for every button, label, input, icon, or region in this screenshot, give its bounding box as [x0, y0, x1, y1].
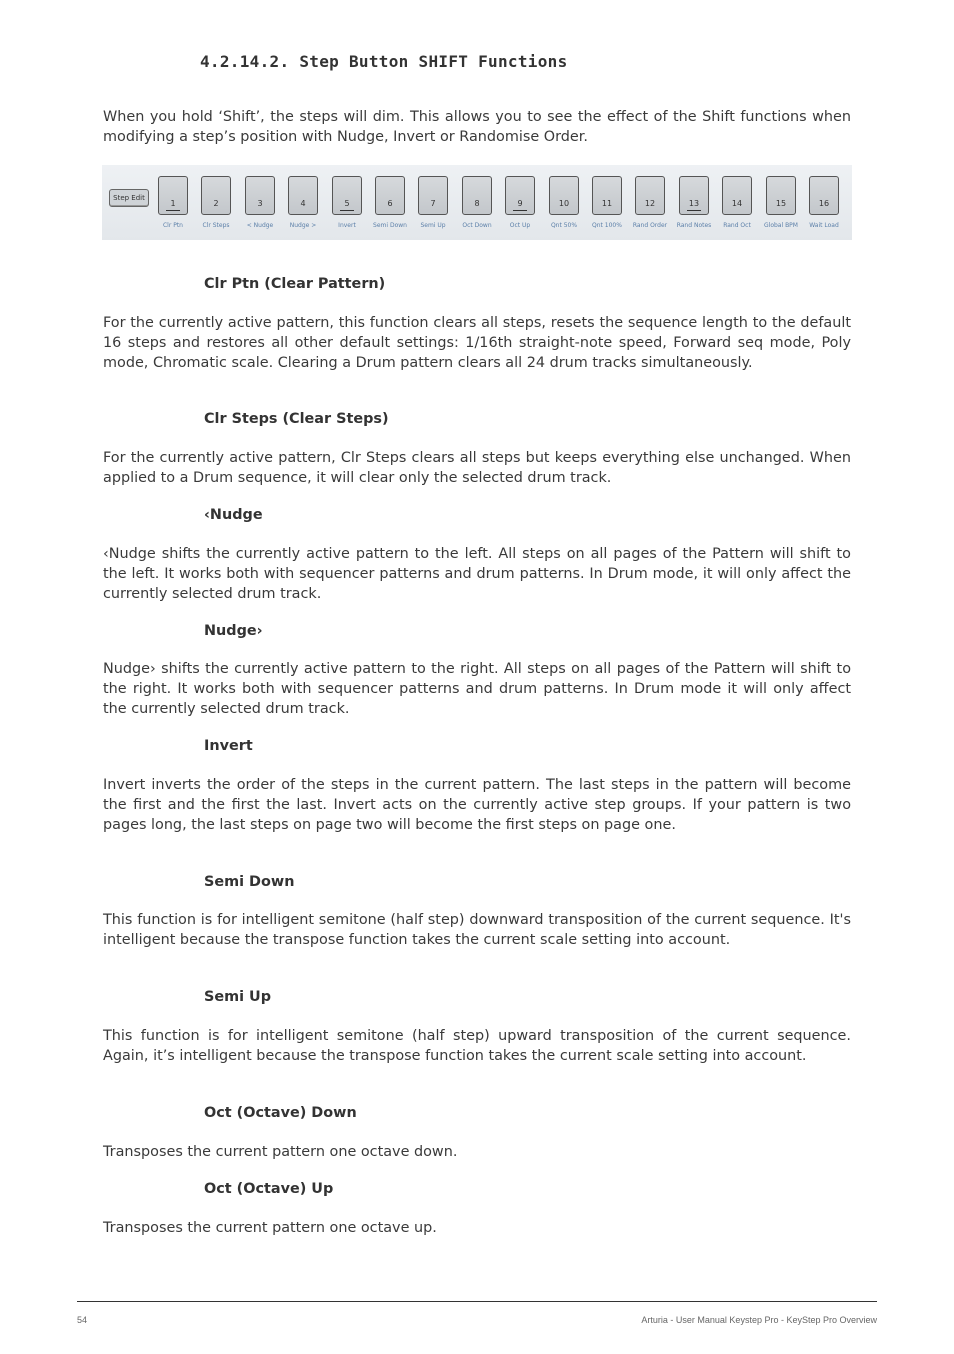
footer-text: Arturia - User Manual Keystep Pro - KeyStep Pro Overview [641, 1315, 877, 1325]
semi-down-title: Semi Down [204, 874, 295, 890]
step-button-14 [722, 176, 752, 215]
step-button-6 [375, 176, 405, 215]
step-button-panel-image [102, 165, 852, 240]
step-group-marker [513, 210, 527, 211]
step-number: 13 [688, 199, 700, 208]
nudge-right-body: Nudge› shifts the currently active pattern to the right. All steps on all pages of the Pattern will shift to the right. It works both with sequencer patterns and drum patterns. In Drum mode it will only affect the currently selected drum track. [103, 661, 851, 717]
clr-steps-title: Clr Steps (Clear Steps) [204, 411, 389, 427]
step-number: 6 [387, 199, 393, 208]
section-heading: 4.2.14.2. Step Button SHIFT Functions [200, 52, 568, 71]
step-shift-label: Clr Steps [202, 222, 230, 229]
nudge-left-body: ‹Nudge shifts the currently active pattern to the left. All steps on all pages of the Pattern will shift to the left. It works both with sequencer patterns and drum patterns. In Drum mode, it will only affect the currently selected drum track. [103, 546, 851, 602]
step-button-9 [505, 176, 535, 215]
step-button-11 [592, 176, 622, 215]
step-shift-label: Rand Notes [676, 222, 712, 229]
step-button-4 [288, 176, 318, 215]
step-number: 9 [517, 199, 523, 208]
nudge-left-title: ‹Nudge [204, 507, 263, 523]
clr-ptn-body: For the currently active pattern, this function clears all steps, resets the sequence length to the default 16 steps and restores all other default settings: 1/16th straight-note speed, Forward seq mode, Poly mode, Chromatic scale. Clearing a Drum pattern clears all 24 drum tracks simultaneously. [103, 315, 851, 371]
step-group-marker [166, 210, 180, 211]
step-number: 11 [601, 199, 613, 208]
step-number: 7 [430, 199, 436, 208]
step-shift-label: Clr Ptn [162, 222, 183, 229]
semi-down-body: This function is for intelligent semitone (half step) downward transposition of the current sequence. It's intelligent because the transpose function takes the current scale setting into account. [103, 912, 851, 948]
step-shift-label: Nudge > [289, 222, 317, 229]
step-group-marker [687, 210, 701, 211]
oct-down-title: Oct (Octave) Down [204, 1105, 357, 1121]
step-button-8 [462, 176, 492, 215]
step-edit-button: Step Edit [109, 189, 149, 207]
step-shift-label: Oct Down [462, 222, 492, 229]
step-number: 5 [344, 199, 350, 208]
step-shift-label: Rand Oct [723, 222, 751, 229]
step-shift-label: Qnt 50% [550, 222, 578, 229]
intro-paragraph: When you hold ‘Shift’, the steps will dim. This allows you to see the effect of the Shift functions when modifying a step’s position with Nudge, Invert or Randomise Order. [103, 109, 851, 145]
step-group-marker [340, 210, 354, 211]
page-number: 54 [77, 1315, 88, 1325]
invert-title: Invert [204, 738, 253, 754]
step-shift-label: Oct Up [509, 222, 531, 229]
step-shift-label: Wait Load [809, 222, 839, 229]
step-button-1 [158, 176, 188, 215]
step-button-5 [332, 176, 362, 215]
step-shift-label: Invert [338, 222, 356, 229]
step-button-12 [635, 176, 665, 215]
step-button-13 [679, 176, 709, 215]
step-button-15 [766, 176, 796, 215]
step-shift-label: Rand Order [632, 222, 668, 229]
step-number: 8 [474, 199, 480, 208]
step-number: 12 [644, 199, 656, 208]
nudge-right-title: Nudge› [204, 623, 263, 639]
step-number: 16 [818, 199, 830, 208]
step-number: 1 [170, 199, 176, 208]
semi-up-title: Semi Up [204, 989, 272, 1005]
oct-up-body: Transposes the current pattern one octave up. [103, 1220, 437, 1236]
step-number: 4 [300, 199, 306, 208]
step-number: 14 [731, 199, 743, 208]
step-button-7 [418, 176, 448, 215]
step-shift-label: Semi Down [373, 222, 407, 229]
invert-body: Invert inverts the order of the steps in the current pattern. The last steps in the pattern will become the first and the first the last. Invert acts on the currently active step groups. If your pattern is two pages long, the last steps on page two will become the first steps on page one. [103, 777, 851, 833]
step-number: 10 [558, 199, 570, 208]
step-button-10 [549, 176, 579, 215]
semi-up-body: This function is for intelligent semitone (half step) upward transposition of the current sequence. Again, it’s intelligent because the transpose function takes the current scale setting into account. [103, 1028, 851, 1064]
step-number: 15 [775, 199, 787, 208]
step-shift-label: Semi Up [420, 222, 446, 229]
step-shift-label: Qnt 100% [592, 222, 622, 229]
step-number: 3 [257, 199, 263, 208]
clr-ptn-title: Clr Ptn (Clear Pattern) [204, 276, 386, 292]
step-button-3 [245, 176, 275, 215]
step-button-2 [201, 176, 231, 215]
step-shift-label: < Nudge [246, 222, 274, 229]
footer-divider [77, 1301, 877, 1302]
step-button-16 [809, 176, 839, 215]
clr-steps-body: For the currently active pattern, Clr Steps clears all steps but keeps everything else unchanged. When applied to a Drum sequence, it will clear only the selected drum track. [103, 450, 851, 486]
oct-down-body: Transposes the current pattern one octave down. [103, 1144, 458, 1160]
oct-up-title: Oct (Octave) Up [204, 1181, 334, 1197]
step-number: 2 [213, 199, 219, 208]
step-shift-label: Global BPM [764, 222, 798, 229]
